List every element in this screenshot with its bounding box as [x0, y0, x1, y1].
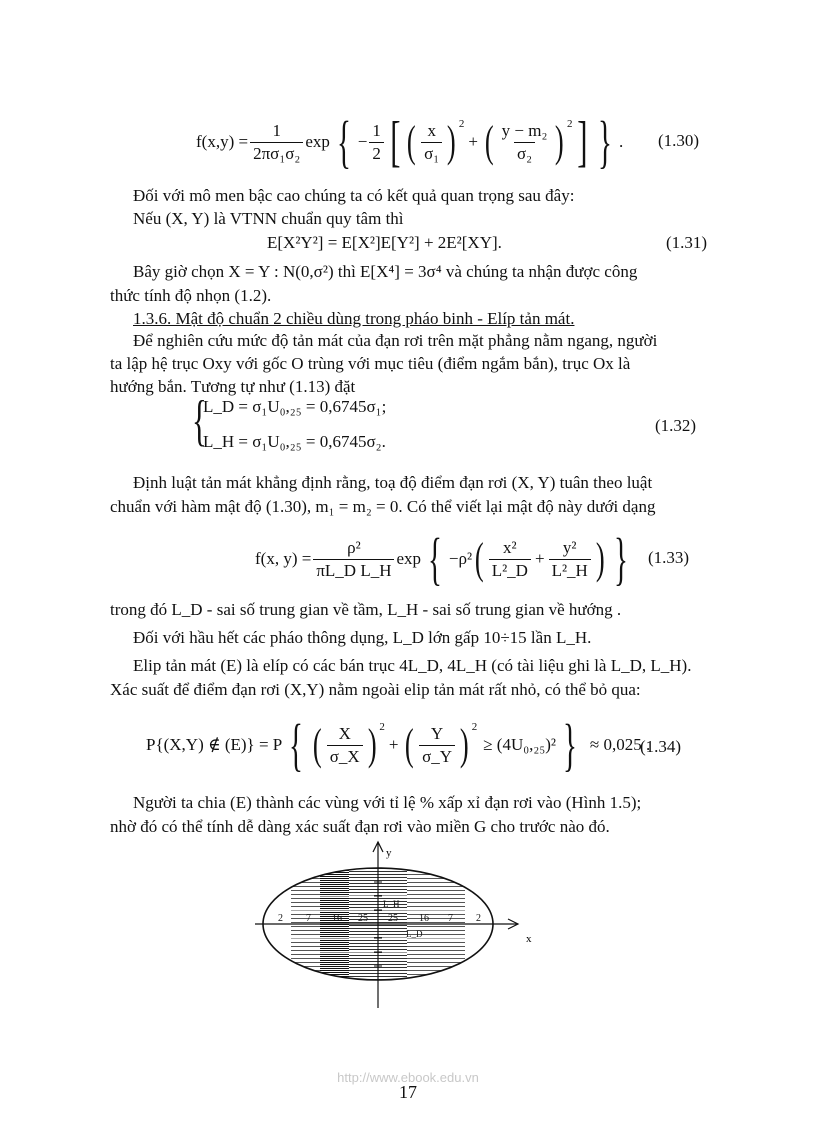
- eq132-line1: L_D = σ₁U₀,₂₅ = 0,6745σ₁;: [203, 397, 387, 416]
- zone-label-3: 16: [332, 913, 342, 924]
- para-1: Đối với mô men bậc cao chúng ta có kết quả quan trọng sau đây:: [133, 186, 575, 205]
- eq130-exp: exp: [305, 132, 330, 151]
- eq133-lhs: f(x, y) =: [255, 549, 312, 568]
- equation-1-34: P{(X,Y) ∉ (E)} = P { ( $\frac{X}{\sigma\_X}$ ) $^2$ + ( $\frac{Y}{\sigma\_Y}$ ) $^2$ ≥ (4U₀,₂₅)² } ≈ 0,025 .: [146, 712, 651, 777]
- lh-label: L_H: [383, 899, 400, 909]
- zone-25-right: [378, 858, 407, 998]
- para-4c: hướng bắn. Tương tự như (1.13) đặt: [110, 377, 356, 396]
- zone-25-left: [349, 858, 378, 998]
- eq134-y-frac: $\frac{Y}{\sigma\_Y}$: [419, 724, 455, 767]
- para-5b: chuẩn với hàm mật độ (1.30), m₁ = m₂ = 0. Có thể viết lại mật độ này dưới dạng: [110, 497, 656, 516]
- ld-label: L_D: [406, 929, 423, 939]
- para-5a: Định luật tản mát khẳng định rằng, toạ độ điểm đạn rơi (X, Y) tuân theo luật: [133, 473, 653, 492]
- eq134-x-frac: $\frac{X}{\sigma\_X}$: [327, 724, 363, 767]
- eq130-x-frac: $\frac{x}{\text{σ₁}}$: [421, 121, 442, 164]
- footer-link[interactable]: http://www.ebook.edu.vn: [337, 1070, 479, 1085]
- para-6: trong đó L_D - sai số trung gian về tầm, L_H - sai số trung gian về hướng .: [110, 600, 622, 619]
- para-8a: Elip tản mát (E) là elíp có các bán trục 4L_D, 4L_H (có tài liệu ghi là L_D, L_H).: [133, 656, 692, 675]
- eq134-number: (1.34): [640, 737, 682, 756]
- para-3: Bây giờ chọn X = Y : N(0,σ²) thì E[X⁴] = 3σ⁴ và chúng ta nhận được công: [133, 262, 638, 281]
- zone-label-5: 25: [388, 913, 398, 924]
- section-title: 1.3.6. Mật độ chuẩn 2 chiều dùng trong pháo binh - Elíp tản mát.: [133, 309, 575, 328]
- zone-label-8: 2: [476, 913, 481, 924]
- equation-1-33: f(x, y) = $\frac{\text{ρ²}}{\text{πL\_D L\_H}}$ exp { −ρ² ( $\frac{\text{x²}}{\text{L²\_D}}$ + $\frac{\text{y²}}{\text{L²\_H}}$ ) }: [255, 526, 629, 591]
- eq133-y-frac: $\frac{\text{y²}}{\text{L²\_H}}$: [549, 538, 591, 581]
- zone-label-6: 16: [419, 913, 429, 924]
- eq130-half: $\frac{1}{2}$: [369, 121, 384, 164]
- para-2: Nếu (X, Y) là VTNN chuẩn quy tâm thì: [133, 209, 404, 228]
- eq130-coef: $\frac{1}{\text{2πσ₁σ₂}}$: [250, 121, 303, 164]
- eq132-brace: {: [192, 390, 207, 452]
- eq130-lhs: f(x,y) =: [196, 132, 249, 151]
- zone-7-left: [291, 858, 320, 998]
- para-7: Đối với hầu hết các pháo thông dụng, L_D lớn gấp 10÷15 lần L_H.: [133, 628, 592, 647]
- eq132-number: (1.32): [655, 416, 697, 435]
- para-3b: thức tính độ nhọn (1.2).: [110, 286, 272, 305]
- eq133-x-frac: $\frac{\text{x²}}{\text{L²\_D}}$: [489, 538, 531, 581]
- equation-1-30: f(x,y) = $\frac{1}{\text{2πσ₁σ₂}}$ exp { − $\frac{1}{2}$ [ ( $\frac{x}{\text{σ₁}}$ ) $^2$ + ( $\frac{\text{y − m₂}}{\text{σ₂}}$ ) $^2$ ] } .: [196, 109, 624, 174]
- para-4a: Để nghiên cứu mức độ tản mát của đạn rơi trên mặt phẳng nằm ngang, người: [133, 331, 658, 350]
- page-number: 17: [399, 1082, 417, 1102]
- eq130-number: (1.30): [658, 131, 700, 150]
- zone-label-2: 7: [306, 913, 311, 924]
- zone-label-4: 25: [358, 913, 368, 924]
- para-8b: Xác suất để điểm đạn rơi (X,Y) nằm ngoài elip tản mát rất nhỏ, có thể bỏ qua:: [110, 680, 641, 699]
- eq131-number: (1.31): [666, 233, 708, 252]
- eq130-brace-close: }: [598, 109, 613, 174]
- eq133-coef: $\frac{\text{ρ²}}{\text{πL\_D L\_H}}$: [313, 538, 394, 581]
- x-axis-label: x: [526, 933, 532, 945]
- para-9b: nhờ đó có thể tính dễ dàng xác suất đạn rơi vào miền G cho trước nào đó.: [110, 817, 610, 836]
- eq130-bracket-close: ]: [576, 111, 588, 173]
- zone-label-7: 7: [448, 913, 453, 924]
- eq132-line2: L_H = σ₁U₀,₂₅ = 0,6745σ₂.: [203, 432, 386, 451]
- eq130-brace-open: {: [336, 109, 351, 174]
- y-axis-label: y: [386, 847, 392, 859]
- zone-7-right: [436, 858, 465, 998]
- eq130-minus: −: [357, 132, 368, 151]
- para-9a: Người ta chia (E) thành các vùng với tỉ lệ % xấp xỉ đạn rơi vào (Hình 1.5);: [133, 793, 642, 812]
- eq130-bracket-open: [: [390, 111, 401, 173]
- zone-label-1: 2: [278, 913, 283, 924]
- dispersion-ellipse-figure: [220, 838, 540, 1013]
- eq130-y-frac: $\frac{\text{y − m₂}}{\text{σ₂}}$: [501, 120, 548, 163]
- para-4b: ta lập hệ trục Oxy với gốc O trùng với mục tiêu (điểm ngắm bắn), trục Ox là: [110, 354, 631, 373]
- eq133-number: (1.33): [648, 548, 690, 567]
- ellipse-zones: [260, 858, 500, 998]
- equation-1-31: E[X²Y²] = E[X²]E[Y²] + 2E²[XY].: [267, 233, 502, 252]
